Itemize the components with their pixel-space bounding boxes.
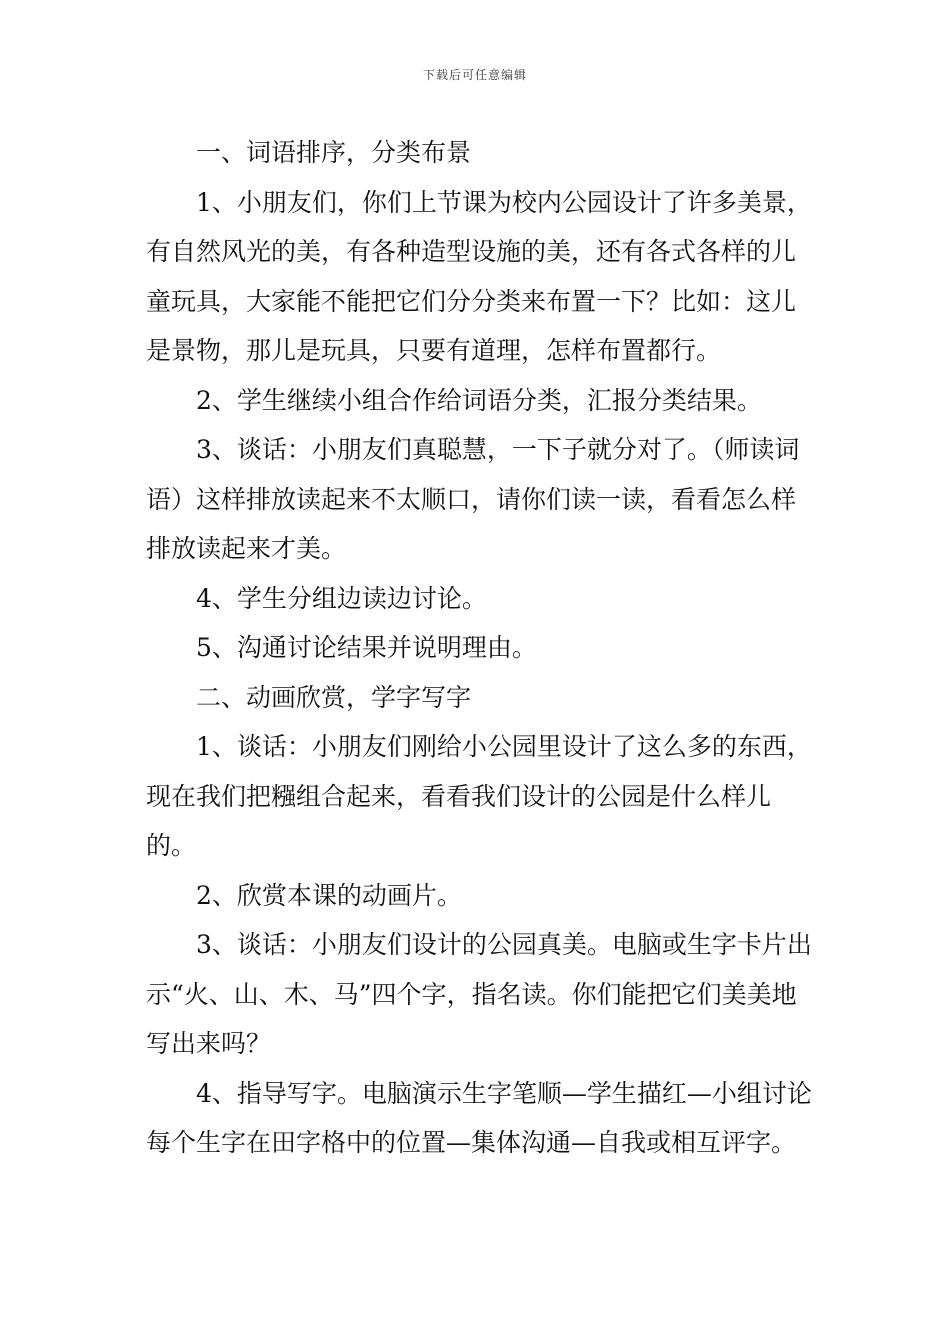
paragraph-7: 2、欣赏本课的动画片。 xyxy=(196,880,462,910)
paragraph-1: 1、小朋友们，你们上节课为校内公园设计了许多美景，有自然风光的美，有各种造型设施的美，还有各式各样的儿童玩具，大家能不能把它们分分类来布置一下？比如：这儿是景物，那儿是玩具，只要有道理，怎样布置都行。 xyxy=(146,187,812,365)
download-note: 下载后可任意编辑 xyxy=(422,68,527,82)
paragraph-3: 3、谈话：小朋友们真聪慧，一下子就分对了。（师读词语）这样排放读起来不太顺口，请你们读一读，看看怎么样排放读起来才美。 xyxy=(146,435,800,563)
paragraph-8: 3、谈话：小朋友们设计的公园真美。电脑或生字卡片出示“火、山、木、马”四个字，指名读。你们能把它们美美地写出来吗？ xyxy=(146,930,812,1058)
section-heading-1: 一、词语排序，分类布景 xyxy=(196,138,472,167)
paragraph-5: 5、沟通讨论结果并说明理由。 xyxy=(196,633,537,662)
paragraph-9: 4、指导写字。电脑演示生字笔顺—学生描红—小组讨论每个生字在田字格中的位置—集体沟通—自我或相互评字。 xyxy=(146,1078,812,1157)
paragraph-6: 1、谈话：小朋友们刚给小公园里设计了这么多的东西，现在我们把糨组合起来，看看我们设计的公园是什么样儿的。 xyxy=(146,732,812,860)
document-body xyxy=(146,128,814,1168)
paragraph-4: 4、学生分组边读边讨论。 xyxy=(196,583,487,613)
section-heading-2: 二、动画欣赏，学字写字 xyxy=(196,682,472,712)
paragraph-2: 2、学生继续小组合作给词语分类，汇报分类结果。 xyxy=(196,385,762,415)
